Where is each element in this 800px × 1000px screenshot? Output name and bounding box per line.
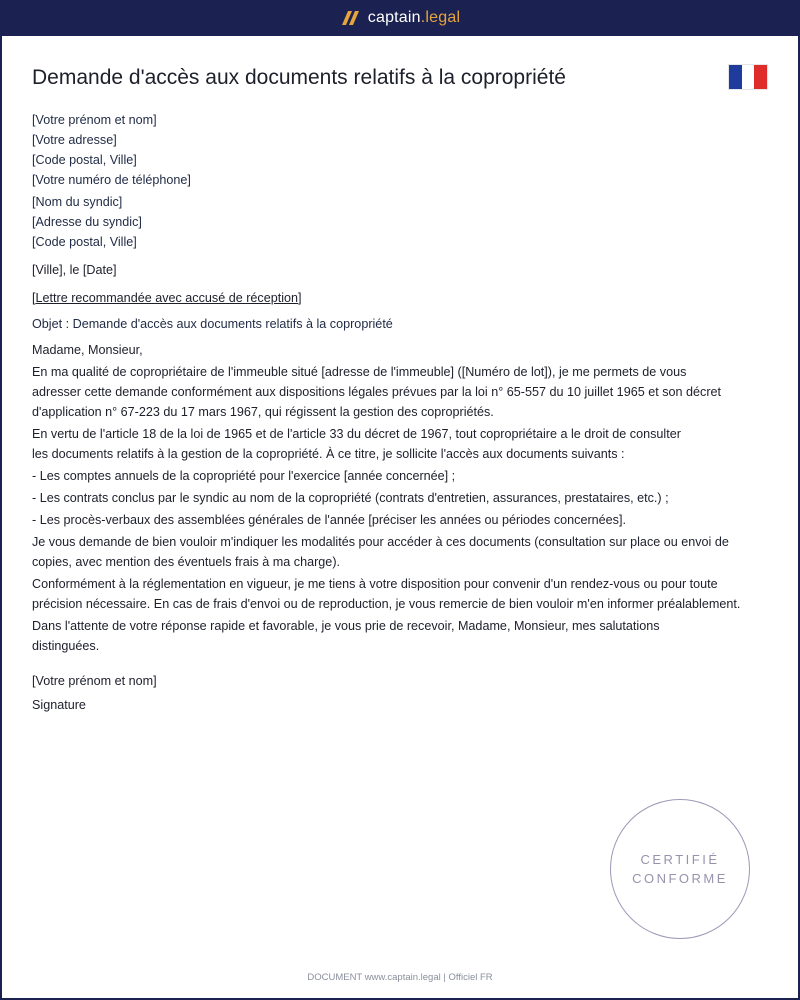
shipping-open: [ [32,291,36,305]
brand-logo[interactable] [340,9,460,27]
letter-body [32,110,744,715]
paragraph: Je vous demande de bien vouloir m'indiquer les modalités pour accéder à ces documents (consultation sur place ou envoi de copies, avec mention des éventuels frais à ma charge). [32,535,729,569]
paragraph: Dans l'attente de votre réponse rapide et favorable, je vous prie de recevoir, Madame, Monsieur, mes salutations distinguées. [32,619,660,653]
sender-block [32,110,744,190]
sender-phone: [Votre numéro de téléphone] [32,173,191,187]
document-page [2,36,798,998]
recipient-address: [Adresse du syndic] [32,215,142,229]
recipient-city: [Code postal, Ville] [32,235,137,249]
page-footer: DOCUMENT www.captain.legal | Officiel FR [307,972,493,983]
shipping-close: ] [298,291,302,305]
recipient-block [32,192,744,252]
sender-address: [Votre adresse] [32,133,117,147]
signature-name: [Votre prénom et nom] [32,674,157,688]
brand-wordmark [368,9,460,27]
brand-tld: .legal [420,9,461,26]
stamp-line-1: CERTIFIÉ [640,852,720,867]
paragraph: En ma qualité de copropriétaire de l'immeuble situé [adresse de l'immeuble] ([Numéro de lot]), je me permets de vous adresser cette demande conformément aux dispositions légales prévues par la loi n° 65-557 du 10 juillet 1965 et son décret d'application n° 67-223 du 17 mars 1967, qui régissent la gestion des copropriétés. [32,365,722,419]
sender-city: [Code postal, Ville] [32,153,137,167]
paragraph: En vertu de l'article 18 de la loi de 1965 et de l'article 33 du décret de 1967, tout copropriétaire a le droit de consulter les documents relatifs à la gestion de la copropriété. À ce titre, je sollicite l'accès aux documents suivants : [32,427,681,461]
sender-name: [Votre prénom et nom] [32,113,157,127]
france-flag-icon [729,65,767,89]
certified-stamp [610,799,750,939]
stamp-line-2: CONFORME [632,871,728,886]
place-date: [Ville], le [Date] [32,263,117,277]
list-item: - Les comptes annuels de la copropriété pour l'exercice [année concernée] ; [32,469,456,483]
recipient-name: [Nom du syndic] [32,195,123,209]
brand-name: captain [367,9,421,26]
shipping-method-link[interactable]: Lettre recommandée avec accusé de réception [35,291,299,305]
top-bar [0,0,800,36]
document-title: Demande d'accès aux documents relatifs à la copropriété [32,66,566,89]
subject-line: Objet : Demande d'accès aux documents relatifs à la copropriété [32,317,393,331]
list-item: - Les contrats conclus par le syndic au nom de la copropriété (contrats d'entretien, assurances, prestataires, etc.) ; [32,491,669,505]
signature-label: Signature [32,698,86,712]
shipping-method [32,288,744,308]
paragraph: Conformément à la réglementation en vigueur, je me tiens à votre disposition pour convenir d'un rendez-vous ou pour toute précision nécessaire. En cas de frais d'envoi ou de reproduction, je vous remercie de bien vouloir m'en informer préalablement. [32,577,741,611]
list-item: - Les procès-verbaux des assemblées générales de l'année [préciser les années ou périodes concernées]. [32,513,626,527]
captain-legal-logo-icon [340,10,360,26]
salutation: Madame, Monsieur, [32,343,143,357]
